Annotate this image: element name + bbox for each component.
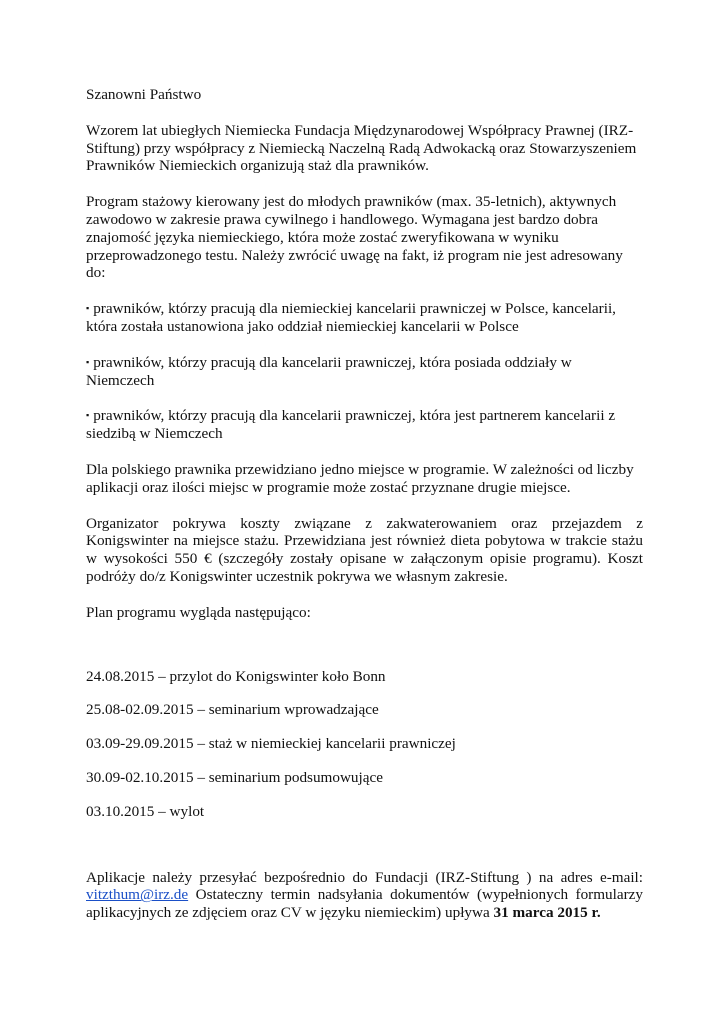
application-text: Aplikacje należy przesyłać bezpośrednio do Fundacji (IRZ-Stiftung ) na adres e-mail: — [86, 868, 643, 886]
application-paragraph — [86, 869, 643, 922]
schedule-item: 03.09-29.09.2015 – staż w niemieckiej kancelarii prawniczej — [86, 735, 456, 753]
bullet-icon: ▪ — [86, 356, 90, 367]
places-paragraph: Dla polskiego prawnika przewidziano jedno miejsce w programie. W zależności od liczby aplikacji oraz ilości miejsc w programie może zostać przyznane drugie miejsce. — [86, 460, 634, 496]
exclusion-text: prawników, którzy pracują dla kancelarii prawniczej, która posiada oddziały w Niemczech — [86, 353, 572, 389]
bullet-icon: ▪ — [86, 303, 90, 314]
schedule-item: 25.08-02.09.2015 – seminarium wprowadzające — [86, 701, 379, 719]
deadline-date: 31 marca 2015 r. — [493, 904, 601, 922]
letter-body — [86, 78, 643, 940]
salutation: Szanowni Państwo — [86, 86, 202, 103]
intro-paragraph: Wzorem lat ubiegłych Niemiecka Fundacja Międzynarodowej Współpracy Prawnej (IRZ-Stiftung) przy współpracy z Niemiecką Naczelną Radą Adwokacką oraz Stowarzyszeniem Prawników Niemieckich organizują staż dla prawników. — [86, 121, 637, 175]
exclusion-item — [86, 354, 643, 390]
schedule-item: 24.08.2015 – przylot do Konigswinter koło Bonn — [86, 667, 386, 685]
exclusion-text: prawników, którzy pracują dla niemieckiej kancelarii prawniczej w Polsce, kancelarii, która została ustanowiona jako oddział niemieckiej kancelarii w Polsce — [86, 300, 616, 335]
email-link[interactable]: vitzthum@irz.de — [86, 886, 189, 904]
schedule-list — [86, 668, 643, 821]
exclusion-item — [86, 300, 643, 336]
costs-paragraph: Organizator pokrywa koszty związane z zakwaterowaniem oraz przejazdem z Konigswinter na miejsce stażu. Przewidziana jest również dieta pobytowa w trakcie stażu w wysokości 550 € (szczegóły zostały opisane w załączonym opisie programu). Koszt podróży do/z Konigswinter uczestnik pokrywa we własnym zakresie. — [86, 514, 643, 585]
exclusion-item — [86, 407, 643, 443]
exclusion-text: prawników, którzy pracują dla kancelarii prawniczej, która jest partnerem kancelarii z siedzibą w Niemczech — [86, 407, 616, 443]
bullet-icon: ▪ — [86, 410, 90, 421]
program-paragraph: Program stażowy kierowany jest do młodych prawników (max. 35-letnich), aktywnych zawodowo w zakresie prawa cywilnego i handlowego. Wymagana jest bardzo dobra znajomość języka niemieckiego, która może zostać zweryfikowana w wyniku przeprowadzonego testu. Należy zwrócić uwagę na fakt, iż program nie jest adresowany do: — [86, 193, 623, 282]
schedule-item: 30.09-02.10.2015 – seminarium podsumowujące — [86, 768, 383, 786]
schedule-item: 03.10.2015 – wylot — [86, 802, 205, 820]
plan-intro: Plan programu wygląda następująco: — [86, 603, 311, 621]
application-text: Ostateczny termin nadsyłania dokumentów (wypełnionych formularzy aplikacyjnych ze zdjęciem oraz CV w języku niemieckim) upływa — [86, 886, 643, 922]
